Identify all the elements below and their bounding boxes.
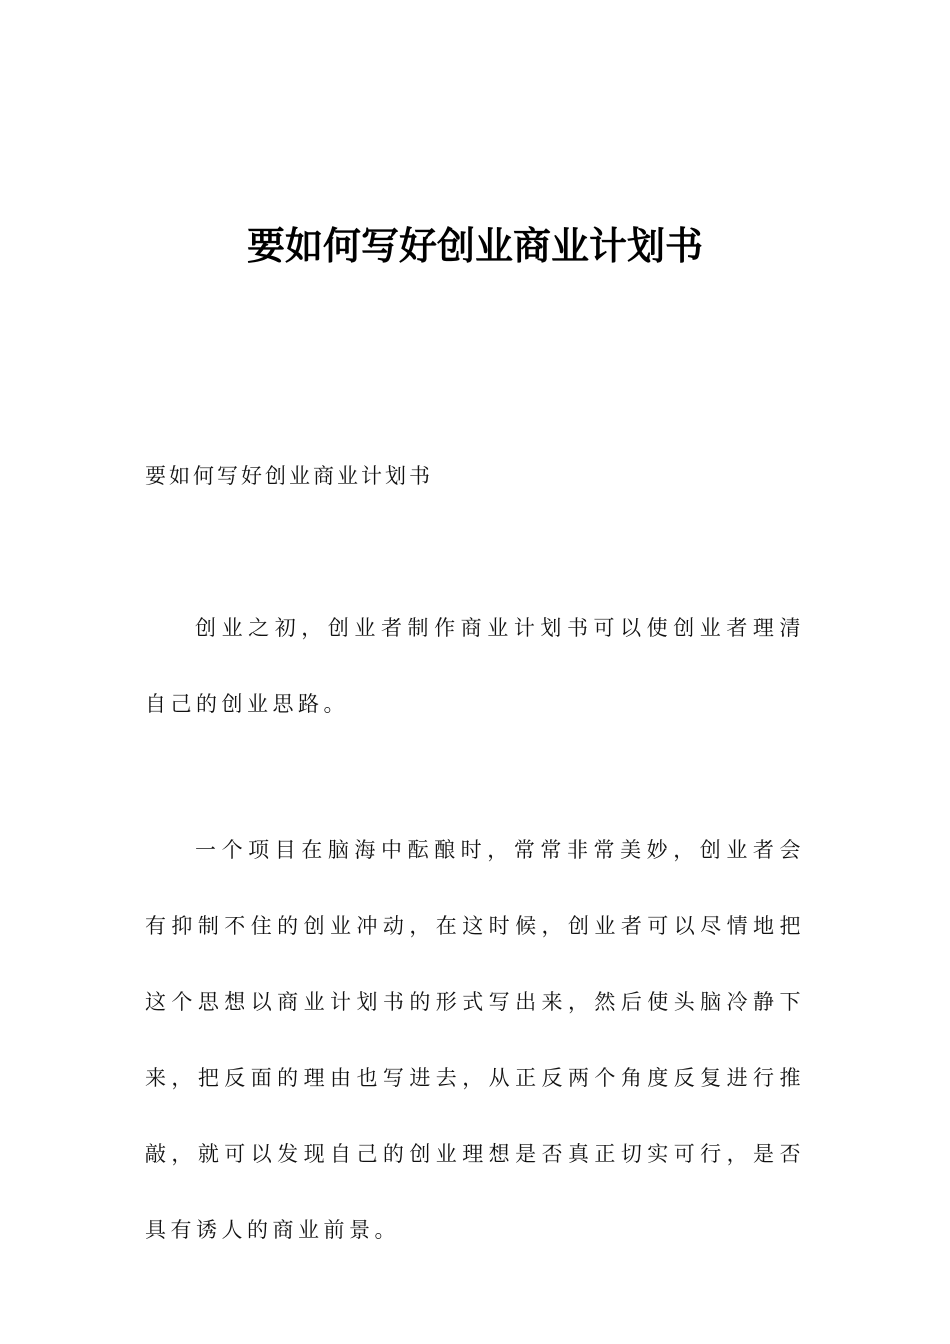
paragraph-1: 创业之初，创业者制作商业计划书可以使创业者理清自己的创业思路。 bbox=[145, 616, 805, 716]
document-title: 要如何写好创业商业计划书 bbox=[246, 224, 703, 268]
document-subtitle: 要如何写好创业商业计划书 bbox=[145, 464, 433, 488]
paragraph-2: 一个项目在脑海中酝酿时，常常非常美妙，创业者会有抑制不住的创业冲动，在这时候，创业者可以尽情地把这个思想以商业计划书的形式写出来，然后使头脑冷静下来，把反面的理由也写进去，从正反两个角度反复进行推敲，就可以发现自己的创业理想是否真正切实可行，是否具有诱人的商业前景。 bbox=[145, 838, 805, 1242]
